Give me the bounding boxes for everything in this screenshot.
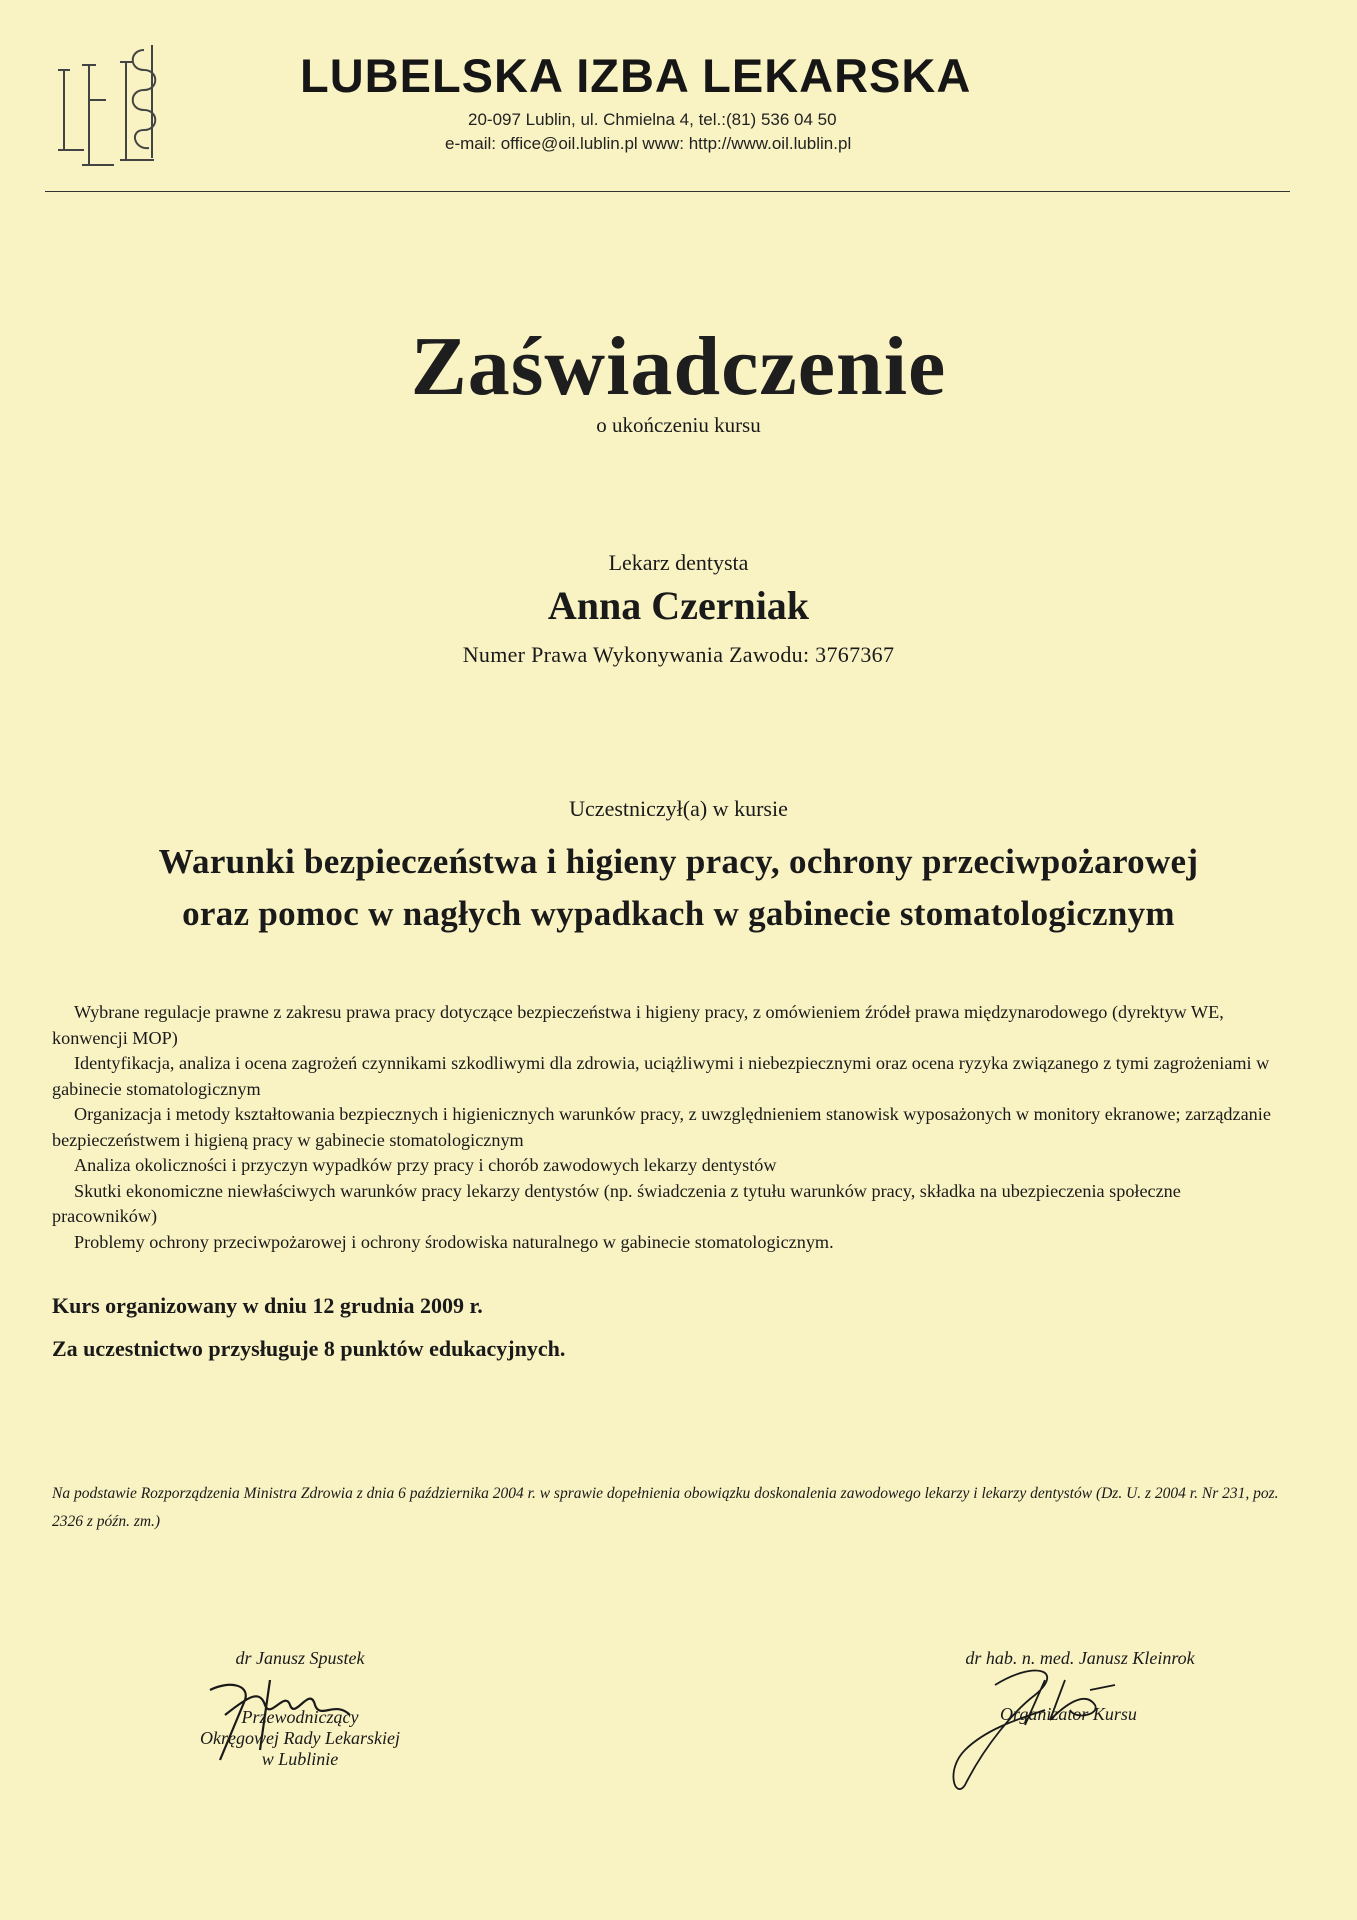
signatory-name: dr Janusz Spustek [235,1648,365,1668]
signatory-name: dr hab. n. med. Janusz Kleinrok [965,1648,1195,1668]
legal-basis: Na podstawie Rozporządzenia Ministra Zdrowia z dnia 6 października 2004 r. w sprawie dopełnienia obowiązku doskonalenia zawodowego lekarzy i lekarzy dentystów (Dz. U. z 2004 r. Nr 231, poz. 2326 z późn. zm.) [52,1485,1279,1530]
handwritten-signature-left [190,1660,370,1770]
certificate-title: Zaświadczenie [410,320,947,413]
chamber-logo [44,40,184,175]
header-divider [45,191,1290,192]
signatory-role: w Lublinie [261,1749,339,1769]
signatory-role: Okręgowej Rady Lekarskiej [200,1728,400,1748]
topic-item: Organizacja i metody kształtowania bezpiecznych i higienicznych warunków pracy, z uwzględnieniem stanowisk wyposażonych w monitory ekranowe; zarządzanie bezpieczeństwem i higieną pracy w gabinecie stomatologicznym [52,1104,1271,1150]
certificate-subtitle: o ukończeniu kursu [596,413,761,437]
topic-item: Problemy ochrony przeciwpożarowej i ochrony środowiska naturalnego w gabinecie stomatologicznym. [74,1231,834,1252]
topic-item: Skutki ekonomiczne niewłaściwych warunków pracy lekarzy dentystów (np. świadczenia z tytułu warunków pracy, składka na ubezpieczenia społeczne pracowników) [52,1180,1181,1226]
topic-item: Analiza okoliczności i przyczyn wypadków przy pracy i chorób zawodowych lekarzy dentystów [74,1155,777,1175]
topic-item: Identyfikacja, analiza i ocena zagrożeń czynnikami szkodliwymi dla zdrowia, uciążliwymi i niebezpiecznymi oraz ocena ryzyka związanego z tymi zagrożeniami w gabinecie stomatologicznym [52,1053,1270,1099]
participation-label: Uczestniczył(a) w kursie [569,796,788,821]
education-points: Za uczestnictwo przysługuje 8 punktów edukacyjnych. [52,1336,566,1361]
course-title-line: oraz pomoc w nagłych wypadkach w gabinecie stomatologicznym [182,894,1175,933]
organization-contact: e-mail: office@oil.lublin.pl www: http://www.oil.lublin.pl [445,134,852,153]
organization-address: 20-097 Lublin, ul. Chmielna 4, tel.:(81) 536 04 50 [468,110,837,129]
license-number: Numer Prawa Wykonywania Zawodu: 3767367 [462,642,895,667]
topic-item: Wybrane regulacje prawne z zakresu prawa pracy dotyczące bezpieczeństwa i higieny pracy, z omówieniem źródeł prawa międzynarodowego (dyrektyw WE, konwencji MOP) [52,1002,1224,1048]
signatory-role: Organizator Kursu [1000,1704,1137,1724]
person-name: Anna Czerniak [547,583,810,628]
profession: Lekarz dentysta [608,550,749,575]
signatory-role: Przewodniczący [241,1707,359,1727]
course-title [0,836,1357,940]
course-topics [52,1000,1277,1255]
organization-name: LUBELSKA IZBA LEKARSKA [300,49,972,102]
course-title-line: Warunki bezpieczeństwa i higieny pracy, ochrony przeciwpożarowej [158,842,1199,881]
course-date: Kurs organizowany w dniu 12 grudnia 2009 r. [52,1293,483,1318]
handwritten-signature-right [925,1650,1145,1800]
